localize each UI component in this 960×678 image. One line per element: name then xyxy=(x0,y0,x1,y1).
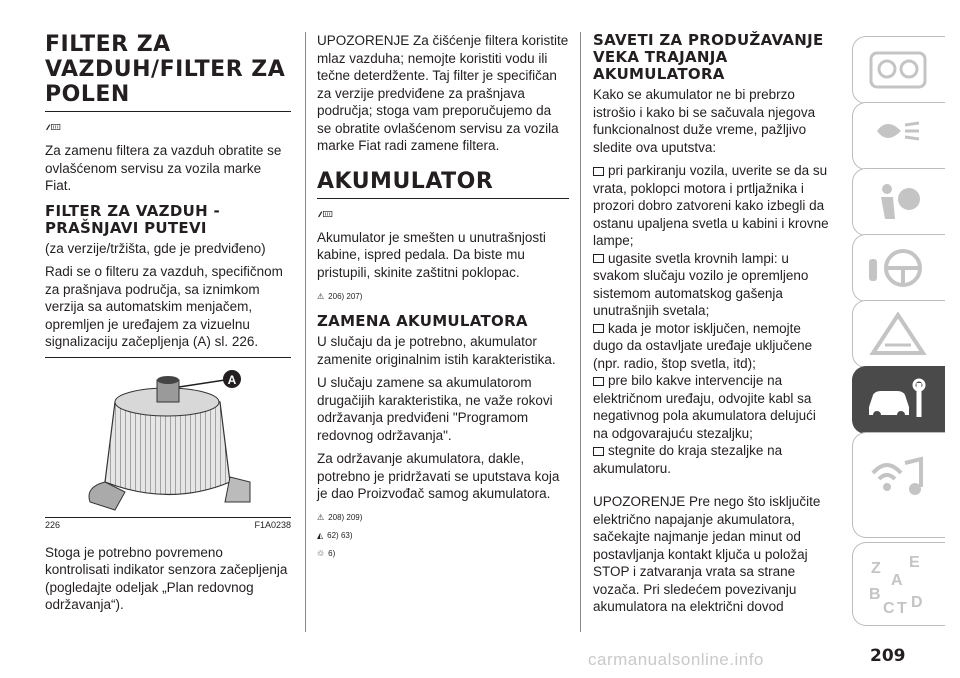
reference-row xyxy=(317,509,569,527)
bullet-box xyxy=(593,324,604,333)
caution-small-icon: ◭ xyxy=(317,531,324,540)
reference-numbers: 206) 207) xyxy=(328,291,363,301)
paragraph: Akumulator je smešten u unutrašnjosti kabine, ispred pedala. Da biste mu pristupili, skinite zaštitni poklopac. xyxy=(317,229,546,280)
list-item-text: pre bilo kakve intervencije na električnom uređaju, odvojite kabl sa negativnog pola akumulatora delujući na odgovarajuću stezaljku; xyxy=(593,373,816,441)
index-letter: Z xyxy=(871,560,881,577)
index-letter: T xyxy=(897,600,907,617)
figure-number: 226 xyxy=(45,519,61,530)
bullet-box xyxy=(593,447,604,456)
tab-dashboard[interactable] xyxy=(852,36,945,104)
index-icon xyxy=(867,553,929,619)
tab-maintenance[interactable] xyxy=(852,366,945,434)
tab-airbag[interactable] xyxy=(852,168,945,236)
tab-index[interactable] xyxy=(852,542,945,626)
section-title: AKUMULATOR xyxy=(317,168,494,194)
title-rule xyxy=(45,111,291,112)
paragraph: Radi se o filteru za vazduh, specifičnom za prašnjava područja, sa iznimkom verzija sa automatskim menjačem, opremljen je uređajem za vizuelnu signalizaciju začepljenja (A) sl. 226. xyxy=(45,264,283,349)
reference-row xyxy=(317,527,569,545)
index-letter: A xyxy=(891,572,903,589)
index-letter: E xyxy=(909,554,920,571)
environment-small-icon: ♲ xyxy=(317,549,325,558)
airbag-icon xyxy=(867,179,929,225)
bullet-box xyxy=(593,167,604,176)
warning-small-icon: ⚠ xyxy=(317,291,325,301)
index-letter: C xyxy=(883,600,895,617)
paragraph: Za zamenu filtera za vazduh obratite se ovlašćenom servisu za vozila marke Fiat. xyxy=(45,143,282,193)
list-item xyxy=(593,442,833,477)
multimedia-icon xyxy=(867,443,929,523)
reference-row xyxy=(317,287,569,305)
reference-numbers: 62) 63) xyxy=(327,531,353,540)
subsection-title: FILTER ZA VAZDUH - PRAŠNJAVI PUTEVI xyxy=(45,201,220,237)
section-title: FILTER ZA VAZDUH/FILTER ZA POLEN xyxy=(45,32,286,107)
paragraph: U slučaju da je potrebno, akumulator zamenite originalnim istih karakteristika. xyxy=(317,334,556,367)
manual-ref-row xyxy=(317,205,569,223)
reference-row xyxy=(317,545,569,563)
title-rule xyxy=(317,198,569,199)
tab-multimedia[interactable] xyxy=(852,432,945,538)
book-icon xyxy=(45,121,61,133)
page-number: 209 xyxy=(870,646,906,666)
reference-numbers: 6) xyxy=(328,549,336,558)
subsection-title: ZAMENA AKUMULATORA xyxy=(317,312,528,330)
column-divider xyxy=(305,32,306,632)
list-item xyxy=(593,250,833,320)
tab-lights[interactable] xyxy=(852,102,945,170)
paragraph: Za održavanje akumulatora, dakle, potrebno je pridržavati se uputstava koja je dao Proizvođač samog akumulatora. xyxy=(317,451,560,501)
list-item-text: pri parkiranju vozila, uverite se da su vrata, poklopci motora i prtljažnika i prozori dobro zatvoreni kako izbegli da ostanu upaljena svetla u kabini i krovne lampe; xyxy=(593,163,829,248)
paragraph: U slučaju zamene sa akumulatorom drugačijih karakteristika, ne važe rokovi održavanja predviđeni "Programom redovnog održavanja". xyxy=(317,375,553,443)
reference-numbers: 208) 209) xyxy=(328,513,363,522)
warning-triangle-icon xyxy=(867,311,929,357)
figure-caption xyxy=(45,520,291,530)
column-2 xyxy=(317,32,569,563)
list-item xyxy=(593,320,833,373)
manual-ref-row xyxy=(45,118,291,136)
watermark: carmanualsonline.info xyxy=(588,650,764,669)
list-item-text: ugasite svetla krovnih lampi: u svakom slučaju vozilo je opremljeno sistemom automatskog gašenja unutrašnjih svetala; xyxy=(593,250,809,318)
paragraph: Kako se akumulator ne bi prebrzo istrošio i kako bi se sačuvala njegova funkcionalnost duže vreme, pažljivo sledite ova uputstva: xyxy=(593,87,816,155)
column-1 xyxy=(45,32,291,620)
bullet-box xyxy=(593,377,604,386)
book-icon xyxy=(317,208,333,220)
tips-list xyxy=(593,162,833,477)
index-letter: D xyxy=(911,594,923,611)
list-item xyxy=(593,372,833,442)
list-item-text: kada je motor isključen, nemojte dugo da ostavljate uređaje uključene (npr. radio, štop svetla, itd); xyxy=(593,320,813,371)
lights-icon xyxy=(867,113,929,159)
warning-paragraph: UPOZORENJE Za čišćenje filtera koristite mlaz vazduha; nemojte koristiti vodu ili tečne deterdžente. Taj filter je specifičan za verzije predviđene za prašnjava područja; stoga vam preporučujemo da se obratite ovlašćenom servisu za vozila marke Fiat radi zamene filtera. xyxy=(317,33,569,153)
index-letter: B xyxy=(869,586,881,603)
list-item-text: stegnite do kraja stezaljke na akumulatoru. xyxy=(593,443,783,476)
steering-wheel-icon xyxy=(867,245,929,291)
column-3 xyxy=(593,32,833,622)
tab-steering[interactable] xyxy=(852,234,945,302)
air-filter-figure xyxy=(45,362,291,512)
list-item xyxy=(593,162,833,250)
warning-small-icon: ⚠ xyxy=(317,513,325,522)
paragraph: Stoga je potrebno povremeno kontrolisati indikator senzora začepljenja (pogledajte odeljak „Plan redovnog održavanja“). xyxy=(45,544,288,612)
figure-top-rule xyxy=(45,357,291,358)
bullet-box xyxy=(593,254,604,263)
subsection-title: SAVETI ZA PRODUŽAVANJE VEKA TRAJANJA AKUMULATORA xyxy=(593,31,824,83)
dashboard-icon xyxy=(867,47,929,93)
column-divider xyxy=(580,32,581,632)
car-wrench-icon xyxy=(867,377,929,423)
figure-code: F1A0238 xyxy=(254,519,291,530)
warning-paragraph: UPOZORENJE Pre nego što isključite električno napajanje akumulatora, sačekajte najmanje jedan minut od postavljanja kontakt ključa u položaj STOP i zatvaranja vrata sa strane vozača. Pri sledećem povezivanju akumulatora na električni dovod xyxy=(593,494,821,614)
figure-bottom-rule xyxy=(45,517,291,518)
paragraph: (za verzije/tržišta, gde je predviđeno) xyxy=(45,240,266,256)
figure-marker-label: A xyxy=(227,372,237,387)
tab-emergency[interactable] xyxy=(852,300,945,368)
